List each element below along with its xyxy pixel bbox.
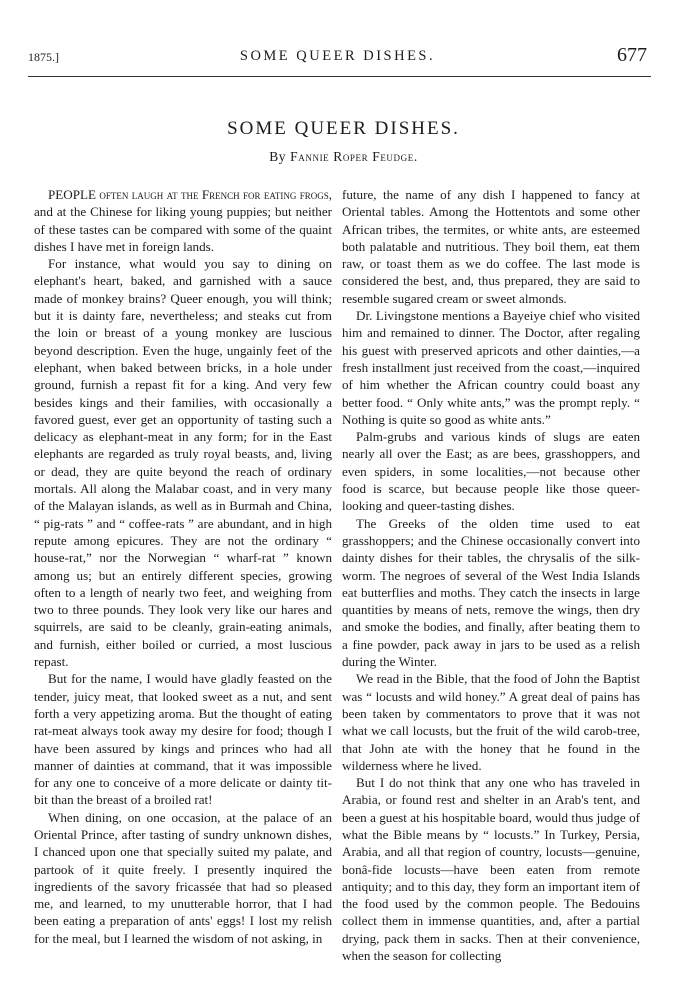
right-column bbox=[342, 186, 640, 964]
author-name: Fannie Roper Feudge. bbox=[290, 149, 418, 164]
paragraph: Palm-grubs and various kinds of slugs are eaten nearly all over the East; as are bees, grasshoppers, and even spiders, in some localities,—not because other food is scarce, but because people like those queer-looking and queer-tasting dishes. bbox=[342, 429, 640, 514]
header-rule bbox=[28, 76, 651, 77]
paragraph: For instance, what would you say to dining on elephant's heart, baked, and garnished with a sauce made of monkey brains? Queer enough, you will think; but it is dainty fare, nevertheless; and steaks cut from the loin or breast of a young monkey are luscious beyond description. Even the huge, ungainly feet of the elephant, when baked between bricks, in a hole under ground, furnish a repast fit for a king. And very few besides kings and their families, with occasionally a favored guest, ever get an opportunity of tasting such a delicacy as elephant-meat in any form; for in the East elephants are regarded as truly royal beasts, and, living or dead, they are quite beyond the reach of ordinary mortals. All along the Malabar coast, and in very many of the Malayan islands, as well as in Burmah and China, “ pig-rats ” and “ coffee-rats ” are abundant, and in high repute among epicures. They are not the ordinary “ house-rat,” nor the Norwegian “ wharf-rat ” known among us; but an entirely different species, growing often to a length of nearly two feet, and weighing from two to three pounds. They look very like our hares and squirrels, are said to be cleanly, grain-eating animals, and furnish, either boiled or curried, a most luscious repast. bbox=[34, 256, 332, 670]
paragraph: PEOPLE often laugh at the French for eating frogs, and at the Chinese for liking young puppies; but neither of these tastes can be compared with some of the quaint dishes I have met in foreign lands. bbox=[34, 187, 332, 254]
byline bbox=[0, 149, 687, 165]
paragraph: When dining, on one occasion, at the palace of an Oriental Prince, after tasting of sundry unknown dishes, I chanced upon one that specially suited my palate, and partook of it quite freely. I presently inquired the ingredients of the savory fricassée that had so pleased me, and learned, to my unutterable horror, that I had been eating a preparation of ants' eggs! I lost my relish for the meal, but I learned the wisdom of not asking, in bbox=[34, 809, 332, 946]
paragraph: The Greeks of the olden time used to eat grasshoppers; and the Chinese occasionally convert into dainty dishes for their tables, the chrysalis of the silk-worm. The negroes of several of the West India Islands eat butterflies and moths. They catch the insects in large quantities by means of nets, remove the wings, then dry and smoke the bodies, and finally, after beating them to a fine powder, pack away in jars to be used as a relish during the Winter. bbox=[342, 515, 640, 670]
paragraph: future, the name of any dish I happened to fancy at Oriental tables. Among the Hottentots and some other African tribes, the termites, or white ants, are esteemed both palatable and nutritious. They boil them, eat them raw, or toast them as we do coffee. The last mode is considered the best, and, thus prepared, they are said to resemble sugared cream or sweet almonds. bbox=[342, 187, 640, 306]
paragraph: Dr. Livingstone mentions a Bayeiye chief who visited him and remained to dinner. The Doctor, after regaling his guest with preserved apricots and other dainties,—a fresh installment just received from the coast,—inquired of him whether the African country could boast any better food. “ Only white ants,” was the prompt reply. “ Nothing is quite so good as white ants.” bbox=[342, 308, 640, 427]
article-title: SOME QUEER DISHES. bbox=[227, 118, 460, 139]
paragraph: We read in the Bible, that the food of John the Baptist was “ locusts and wild honey.” A great deal of pains has been taken by commentators to prove that it was not what we call locusts, but the fruit of the wild carob-tree, that John ate with the honey that he found in the wilderness where he lived. bbox=[342, 671, 640, 773]
page-number: 677 bbox=[617, 44, 647, 66]
running-head-title: SOME QUEER DISHES. bbox=[239, 48, 436, 64]
paragraph: But for the name, I would have gladly feasted on the tender, juicy meat, that looked sweet as a nut, and sent forth a very appetizing aroma. But the thought of eating rat-meat always took away my desire for food; though I have been assured by kings and princes who had all manner of dainties at command, that it was impossible for any one to conceive of a more delicate or dainty tit-bit than the breast of a broiled rat! bbox=[34, 671, 332, 808]
left-column bbox=[34, 186, 332, 947]
byline-prefix: By bbox=[269, 149, 287, 164]
running-head bbox=[28, 44, 647, 70]
running-head-date: 1875.] bbox=[28, 50, 59, 64]
paragraph: But I do not think that any one who has traveled in Arabia, or found rest and shelter in an Arab's tent, and been a guest at his hospitable board, would thus judge of what the Bible means by “ locusts.” In Turkey, Persia, Arabia, and all that region of country, locusts—genuine, bonâ-fide locusts—have been eaten from remote antiquity; and to this day, they form an important item of the food used by the common people. The Bedouins collect them in immense quantities, and, after a partial drying, pack them in sacks. Then at their convenience, when the season for collecting bbox=[342, 775, 640, 964]
